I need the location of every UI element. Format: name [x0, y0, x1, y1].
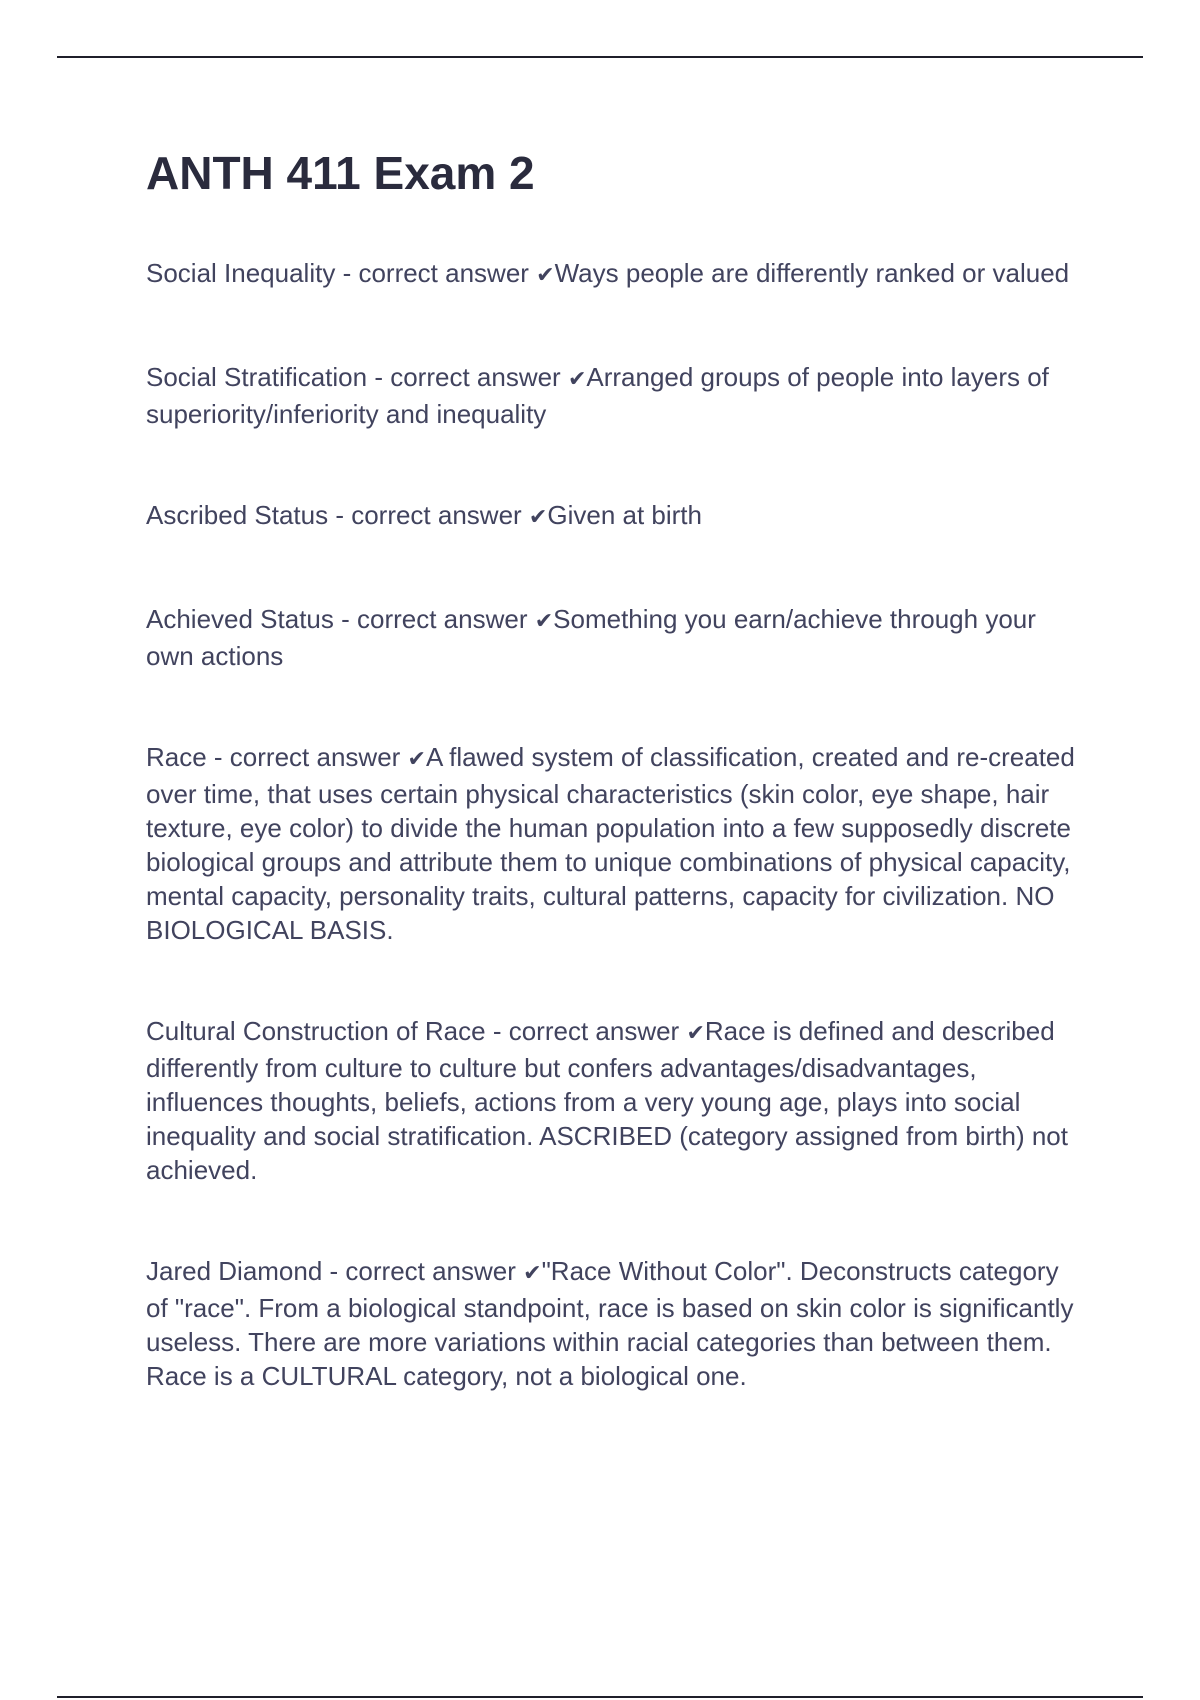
entry-separator: - correct answer	[333, 604, 535, 634]
entry-definition: Given at birth	[547, 500, 702, 530]
entry-achieved-status	[146, 602, 1086, 673]
checkmark-icon: ✔	[534, 609, 554, 634]
entry-definition: Something you earn/achieve through your own actions	[146, 604, 1036, 671]
checkmark-icon: ✔	[528, 505, 548, 530]
entry-term: Jared Diamond	[146, 1256, 323, 1286]
entry-social-stratification	[146, 360, 1086, 431]
entry-definition: Arranged groups of people into layers of superiority/inferiority and inequality	[146, 362, 1049, 429]
entry-separator: - correct answer	[367, 362, 568, 392]
document-title: ANTH 411 Exam 2	[146, 147, 535, 199]
entry-separator: - correct answer	[335, 258, 537, 288]
entry-term: Race	[146, 742, 207, 772]
entry-social-inequality	[146, 256, 1086, 293]
entry-term: Achieved Status	[146, 604, 334, 634]
entry-cultural-construction-of-race	[146, 1014, 1086, 1187]
entry-definition: A flawed system of classification, created and re-created over time, that uses certain physical characteristics (skin color, eye shape, hair texture, eye color) to divide the human population into a few supposedly discrete biological groups and attribute them to unique combinations of physical capacity, mental capacity, personality traits, cultural patterns, capacity for civilization. NO BIOLOGICAL BASIS.	[146, 742, 1075, 945]
checkmark-icon: ✔	[407, 747, 426, 772]
entry-term: Cultural Construction of Race	[146, 1016, 486, 1046]
entry-jared-diamond	[146, 1254, 1086, 1393]
checkmark-icon: ✔	[567, 367, 587, 392]
entry-separator: - correct answer	[206, 742, 408, 772]
entry-term: Ascribed Status	[146, 500, 329, 530]
entry-term: Social Inequality	[146, 258, 336, 288]
checkmark-icon: ✔	[536, 263, 555, 288]
entry-definition: Race is defined and described differently from culture to culture but confers advantages/disadvantages, influences thoughts, beliefs, actions from a very young age, plays into social inequality and social stratification. ASCRIBED (category assigned from birth) not achieved.	[146, 1016, 1068, 1185]
entry-separator: - correct answer	[328, 500, 529, 530]
checkmark-icon: ✔	[523, 1261, 542, 1286]
checkmark-icon: ✔	[686, 1021, 705, 1046]
entry-definition: "Race Without Color". Deconstructs category of "race". From a biological standpoint, race is based on skin color is significantly useless. There are more variations within racial categories than between them. Race is a CULTURAL category, not a biological one.	[146, 1256, 1074, 1391]
document-body	[146, 140, 1086, 1460]
entry-term: Social Stratification	[146, 362, 368, 392]
entry-separator: - correct answer	[485, 1016, 687, 1046]
top-rule	[57, 56, 1143, 58]
entry-race	[146, 740, 1086, 947]
entry-ascribed-status	[146, 498, 1086, 535]
bottom-rule	[57, 1696, 1143, 1698]
entry-definition: Ways people are differently ranked or valued	[554, 258, 1070, 288]
entry-separator: - correct answer	[322, 1256, 524, 1286]
